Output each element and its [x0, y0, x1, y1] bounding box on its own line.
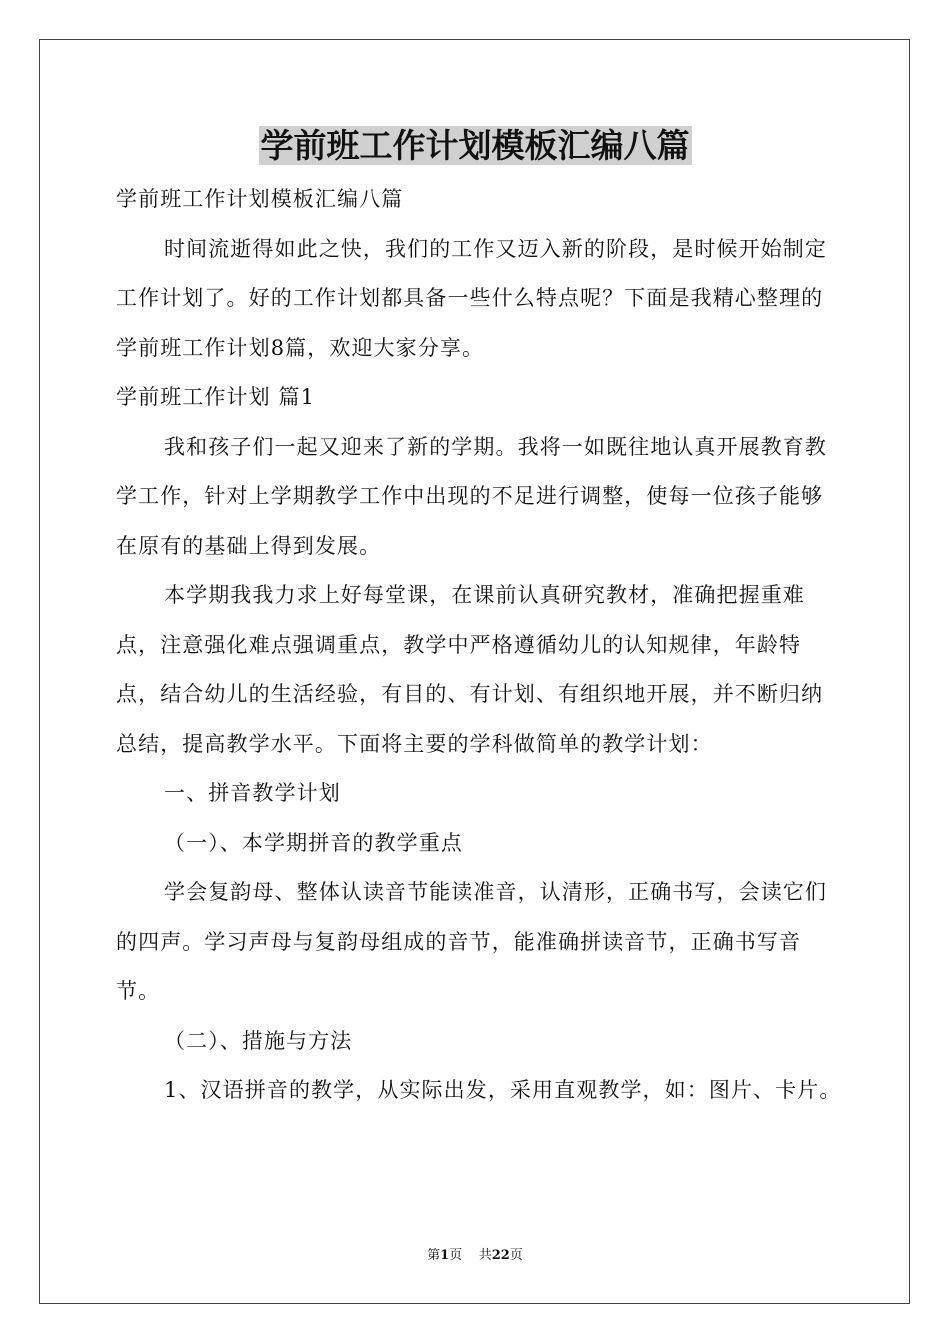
footer-total-pages: 22	[491, 1248, 510, 1263]
footer-total-unit: 页	[509, 1248, 523, 1263]
footer-page-unit: 页	[449, 1248, 463, 1263]
document-body	[116, 175, 842, 1116]
subheading: （一）、本学期拼音的教学重点	[164, 830, 463, 855]
paragraph: 我和孩子们一起又迎来了新的学期。我将一如既往地认真开展教育教学工作，针对上学期教学工作中出现的不足进行调整，使每一位孩子能够在原有的基础上得到发展。	[116, 434, 827, 558]
paragraph: 时间流逝得如此之快，我们的工作又迈入新的阶段，是时候开始制定工作计划了。好的工作计划都具备一些什么特点呢？下面是我精心整理的学前班工作计划8篇，欢迎大家分享。	[116, 236, 827, 360]
subheading: 一、拼音教学计划	[164, 781, 341, 805]
footer-page-prefix: 第	[427, 1248, 441, 1263]
document-title-text: 学前班工作计划模板汇编八篇	[260, 126, 690, 165]
paragraph: 学前班工作计划模板汇编八篇	[116, 187, 404, 211]
document-title	[0, 122, 950, 170]
subheading: （二）、措施与方法	[164, 1028, 353, 1053]
paragraph: 本学期我我力求上好每堂课，在课前认真研究教材，准确把握重难点，注意强化难点强调重点，教学中严格遵循幼儿的认知规律，年龄特点，结合幼儿的生活经验，有目的、有计划、有组织地开展，并不断归纳总结，提高教学水平。下面将主要的学科做简单的教学计划：	[116, 583, 824, 756]
page-footer	[0, 1246, 950, 1266]
paragraph: 学会复韵母、整体认读音节能读准音，认清形，正确书写，会读它们的四声。学习声母与复韵母组成的音节，能准确拼读音节，正确书写音节。	[116, 880, 827, 1003]
paragraph: 1、汉语拼音的教学，从实际出发，采用直观教学，如：图片、卡片。	[164, 1078, 842, 1102]
footer-total-prefix: 共	[478, 1248, 492, 1263]
section-heading: 学前班工作计划 篇1	[116, 385, 316, 409]
footer-page-number: 1	[440, 1248, 450, 1263]
